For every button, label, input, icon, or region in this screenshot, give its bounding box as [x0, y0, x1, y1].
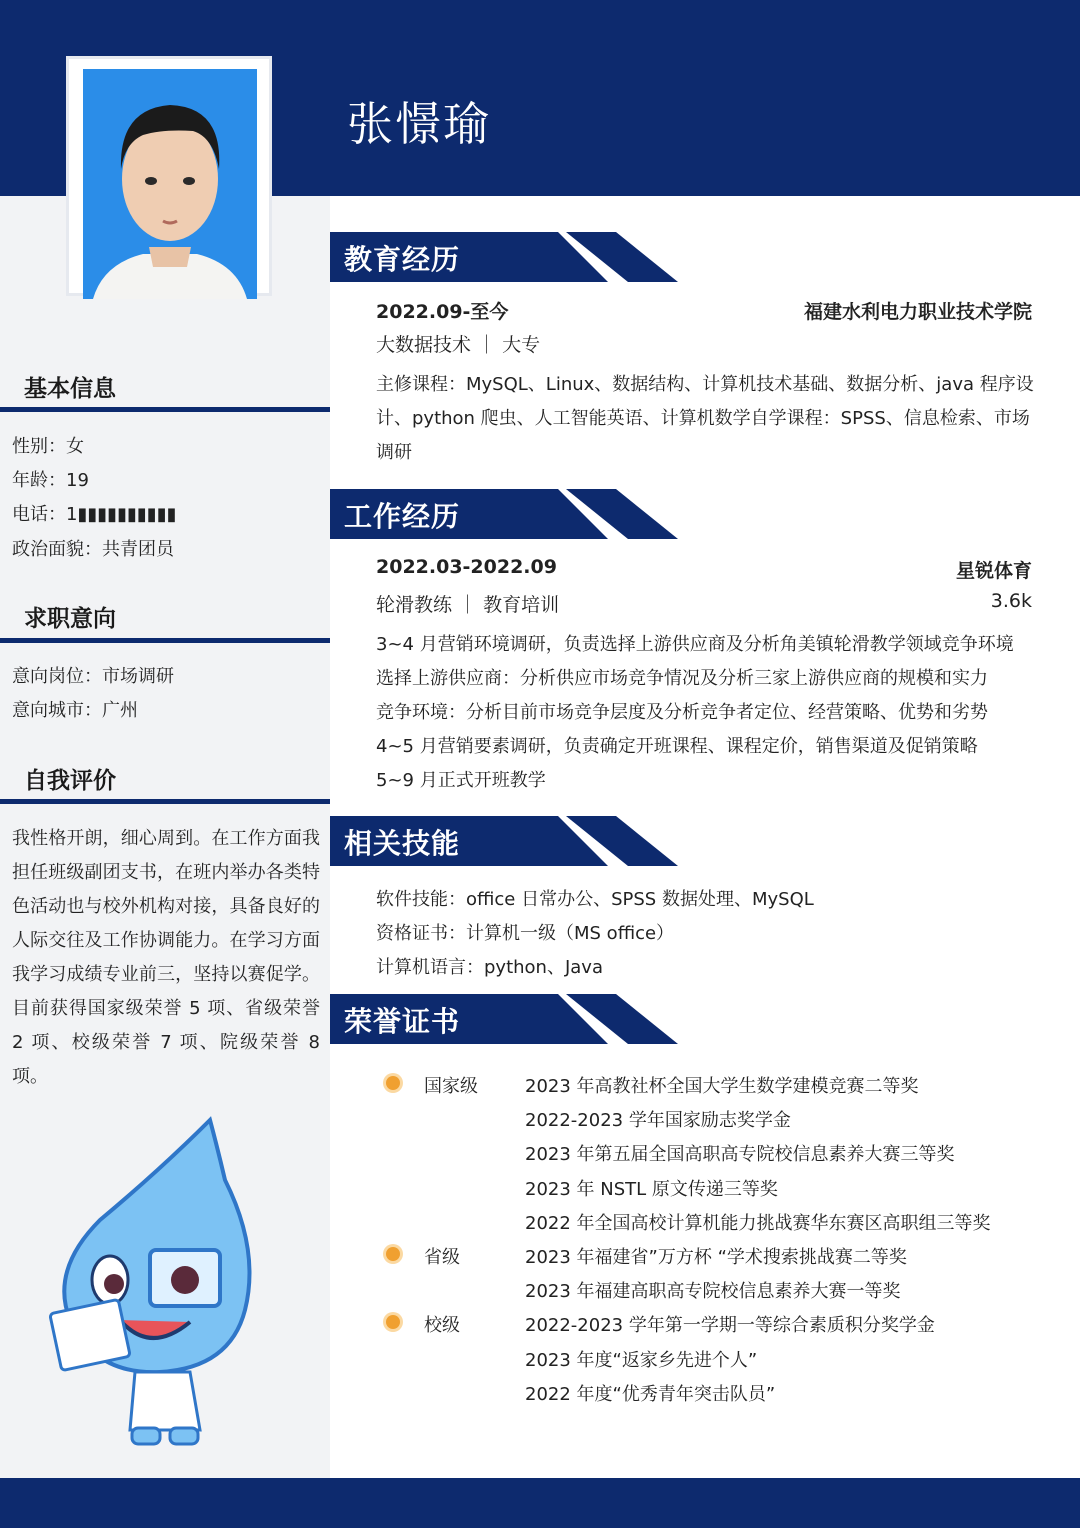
education-courses-line-1: 主修课程：MySQL、Linux、数据结构、计算机技术基础、数据分析、java 程序设: [376, 374, 1034, 395]
honor-item: 2022 年度“优秀青年突击队员”: [525, 1384, 776, 1405]
basic-info-heading: 基本信息: [24, 376, 116, 402]
bullet-dot-icon: [386, 1315, 400, 1329]
gender-field: 性别：女: [12, 436, 84, 457]
job-intent-heading: 求职意向: [24, 606, 116, 632]
honor-item: 2023 年度“返家乡先进个人”: [525, 1350, 758, 1371]
bullet-dot-icon: [386, 1076, 400, 1090]
work-line-3: 竞争环境：分析目前市场竞争层度及分析竞争者定位、经营策略、优势和劣势: [376, 702, 988, 723]
basic-info-rule: [0, 407, 330, 412]
skills-heading: 相关技能: [344, 827, 461, 860]
education-courses-line-3: 调研: [376, 442, 412, 463]
work-line-4: 4~5 月营销要素调研，负责确定开班课程、课程定价，销售渠道及促销策略: [376, 736, 978, 757]
work-line-2: 选择上游供应商：分析供应市场竞争情况及分析三家上游供应商的规模和实力: [376, 668, 988, 689]
honor-item: 2023 年福建高职高专院校信息素养大赛一等奖: [525, 1281, 901, 1302]
honor-item: 2022-2023 学年国家励志奖学金: [525, 1110, 791, 1131]
honor-item: 2022-2023 学年第一学期一等综合素质积分奖学金: [525, 1315, 935, 1336]
footer-band: [0, 1478, 1080, 1528]
skills-languages: 计算机语言：python、Java: [376, 957, 603, 978]
honor-level-national: 国家级: [424, 1076, 478, 1097]
intent-city-field: 意向城市：广州: [12, 700, 138, 721]
portrait-photo: [83, 69, 257, 299]
work-salary: 3.6k: [990, 590, 1032, 612]
honor-level-provincial: 省级: [424, 1247, 460, 1268]
honor-item: 2023 年高教社杯全国大学生数学建模竞赛二等奖: [525, 1076, 919, 1097]
job-intent-rule: [0, 638, 330, 643]
education-heading: 教育经历: [344, 243, 461, 276]
skills-certificate: 资格证书：计算机一级（MS office）: [376, 923, 675, 944]
honor-item: 2023 年 NSTL 原文传递三等奖: [525, 1179, 778, 1200]
work-header: [330, 489, 680, 539]
photo-frame: [66, 56, 272, 296]
honors-header: [330, 994, 680, 1044]
education-school: 福建水利电力职业技术学院: [803, 301, 1032, 323]
work-period: 2022.03-2022.09: [376, 556, 557, 578]
self-eval-heading: 自我评价: [24, 768, 116, 794]
education-header: [330, 232, 680, 282]
political-field: 政治面貌：共青团员: [12, 539, 174, 560]
honors-heading: 荣誉证书: [344, 1005, 461, 1038]
skills-header: [330, 816, 680, 866]
honor-item: 2023 年第五届全国高职高专院校信息素养大赛三等奖: [525, 1144, 955, 1165]
intent-position-field: 意向岗位：市场调研: [12, 666, 174, 687]
water-drop-mascot-icon: [40, 1110, 280, 1450]
work-role: 轮滑教练 ｜ 教育培训: [376, 594, 560, 616]
honor-item: 2023 年福建省”万方杯 “学术搜索挑战赛二等奖: [525, 1247, 907, 1268]
bullet-dot-icon: [386, 1247, 400, 1261]
self-eval-text: 我性格开朗，细心周到。在工作方面我担任班级副团支书，在班内举办各类特色活动也与校外机构对接，具备良好的人际交往及工作协调能力。在学习方面我学习成绩专业前三，坚持以赛促学。目前获得国家级荣誉 5 项、省级荣誉 2 项、校级荣誉 7 项、院级荣誉 8 项。: [12, 828, 320, 1087]
honor-item: 2022 年全国高校计算机能力挑战赛华东赛区高职组三等奖: [525, 1213, 991, 1234]
honor-level-school: 校级: [424, 1315, 460, 1336]
work-company: 星锐体育: [955, 560, 1032, 582]
work-heading: 工作经历: [344, 500, 461, 533]
phone-field: 电话：1▮▮▮▮▮▮▮▮▮▮: [12, 504, 177, 525]
self-eval-rule: [0, 799, 330, 804]
education-major: 大数据技术 ｜ 大专: [376, 334, 541, 356]
education-period: 2022.09-至今: [376, 301, 509, 323]
skills-software: 软件技能：office 日常办公、SPSS 数据处理、MySQL: [376, 889, 814, 910]
age-field: 年龄：19: [12, 470, 89, 491]
education-courses-line-2: 计、python 爬虫、人工智能英语、计算机数学自学课程：SPSS、信息检索、市场: [376, 408, 1030, 429]
candidate-name: 张憬瑜: [347, 97, 491, 151]
work-line-1: 3~4 月营销环境调研，负责选择上游供应商及分析角美镇轮滑教学领域竞争环境: [376, 634, 1014, 655]
work-line-5: 5~9 月正式开班教学: [376, 770, 546, 791]
